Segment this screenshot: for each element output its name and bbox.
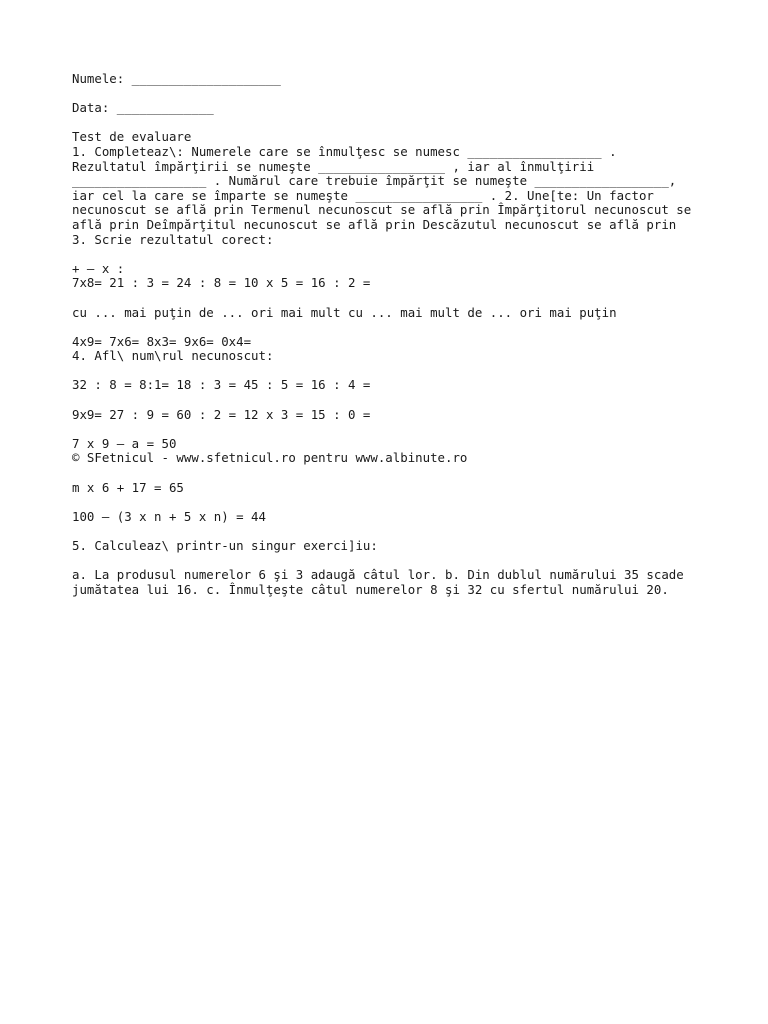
- exercise-2-line-2: află prin Deîmpărţitul necunoscut se află prin Descăzutul necunoscut se află prin: [72, 216, 677, 232]
- exercise-5-line-2: jumătatea lui 16. c. Înmulţeşte câtul numerelor 8 şi 32 cu sfertul numărului 20.: [72, 581, 669, 597]
- exercise-3-operations-1: 7x8= 21 : 3 = 24 : 8 = 10 x 5 = 16 : 2 =: [72, 275, 371, 291]
- date-field-line: Data: _____________: [72, 100, 214, 116]
- spacer: [72, 320, 722, 335]
- spacer: [72, 495, 722, 510]
- spacer: [72, 393, 722, 408]
- exercise-4-row-2: 9x9= 27 : 9 = 60 : 2 = 12 x 3 = 15 : 0 =: [72, 406, 371, 422]
- spacer: [72, 291, 722, 306]
- spacer: [72, 524, 722, 539]
- spacer: [72, 247, 722, 262]
- exercise-1-line-1: 1. Completeaz\: Numerele care se înmulţesc se numesc __________________ .: [72, 143, 617, 159]
- exercise-4-equation-a: 7 x 9 – a = 50: [72, 435, 177, 451]
- exercise-4-equation-n: 100 – (3 x n + 5 x n) = 44: [72, 508, 266, 524]
- exercise-3-operations-2: 4x9= 7x6= 8x3= 9x6= 0x4=: [72, 333, 252, 349]
- spacer: [72, 554, 722, 569]
- exercise-4-equation-m: m x 6 + 17 = 65: [72, 479, 184, 495]
- name-field-line: Numele: ____________________: [72, 71, 281, 86]
- document-page: [72, 72, 722, 597]
- exercise-4-row-1: 32 : 8 = 8:1= 18 : 3 = 45 : 5 = 16 : 4 =: [72, 377, 371, 393]
- exercise-1-line-3: __________________ . Numărul care trebuie împărţit se numeşte __________________,: [72, 173, 677, 189]
- test-title: Test de evaluare: [72, 129, 192, 145]
- exercise-3-phrases: cu ... mai puţin de ... ori mai mult cu ... mai mult de ... ori mai puţin: [72, 304, 617, 320]
- exercise-2-line-1: necunoscut se află prin Termenul necunoscut se află prin Împărţitorul necunoscut se: [72, 202, 692, 218]
- copyright-line: © SFetnicul - www.sfetnicul.ro pentru www.albinute.ro: [72, 450, 468, 466]
- spacer: [72, 422, 722, 437]
- exercise-1-line-4: iar cel la care se împarte se numeşte _________________ . 2. Une[te: Un factor: [72, 187, 654, 203]
- spacer: [72, 87, 722, 102]
- exercise-3-heading: 3. Scrie rezultatul corect:: [72, 231, 274, 247]
- spacer: [72, 364, 722, 379]
- spacer: [72, 466, 722, 481]
- exercise-1-line-2: Rezultatul împărţirii se numeşte _________________ , iar al înmulţirii: [72, 158, 595, 174]
- exercise-5-heading: 5. Calculeaz\ printr-un singur exerci]iu:: [72, 538, 378, 553]
- exercise-4-heading: 4. Afl\ num\rul necunoscut:: [72, 348, 274, 364]
- exercise-5-line-1: a. La produsul numerelor 6 şi 3 adaugă câtul lor. b. Din dublul numărului 35 scade: [72, 567, 684, 583]
- operators-line: + – x :: [72, 260, 125, 276]
- spacer: [72, 116, 722, 131]
